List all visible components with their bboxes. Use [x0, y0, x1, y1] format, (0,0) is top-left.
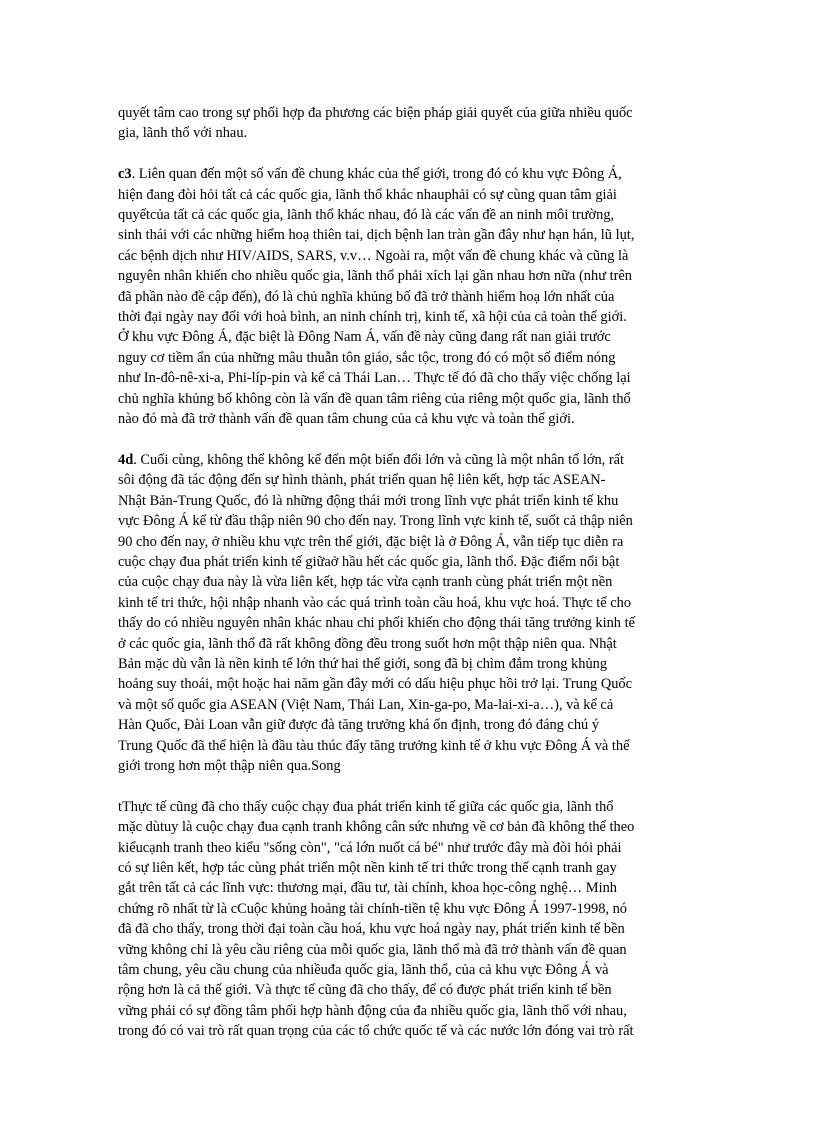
text-line: đã phần nào đề cập đến), đó là chủ nghĩa khủng bố đã trở thành hiểm hoạ lớn nhất của	[118, 288, 615, 305]
text-line: Nhật Bản-Trung Quốc, đó là những động thái mới trong lĩnh vực phát triển kinh tế khu	[118, 492, 619, 509]
text-line: Ở khu vực Đông Á, đặc biệt là Đông Nam Á, vấn đề này cũng đang rất nan giải trước	[118, 329, 611, 346]
text-line: vực Đông Á kể từ đầu thập niên 90 cho đến nay. Trong lĩnh vực kinh tế, suốt cả thập niên	[118, 513, 633, 530]
text-line: quyết tâm cao trong sự phối hợp đa phương các biện pháp giải quyết của giữa nhiều quốc	[118, 105, 633, 121]
text-line: rộng hơn là cả thế giới. Và thực tế cũng đã cho thấy, để có được phát triển kinh tế bền	[118, 982, 612, 999]
paragraph-reality	[118, 797, 700, 1042]
text-line: nào đó mà đã trở thành vấn đề quan tâm chung của cả khu vực và toàn thế giới.	[118, 411, 575, 428]
text-line: kiểucạnh tranh theo kiểu "sống còn", "cá lớn nuốt cá bé" như trước đây mà đòi hỏi phải	[118, 839, 622, 856]
text-line: thời đại ngày nay đối với hoà bình, an ninh chính trị, kinh tế, xã hội của cả toàn thế giới.	[118, 309, 627, 326]
text-line-rest: . Liên quan đến một số vấn đề chung khác của thế giới, trong đó có khu vực Đông Á,	[131, 166, 622, 183]
text-line: quyếtcủa tất cả các quốc gia, lãnh thổ khác nhau, đó là các vấn đề an ninh môi trường,	[118, 207, 615, 224]
text-line: chủ nghĩa khủng bố không còn là vấn đề quan tâm riêng của riêng một quốc gia, lãnh thổ	[118, 390, 631, 407]
text-line: gia, lãnh thổ với nhau.	[118, 125, 248, 142]
text-line: sinh thái với các những hiểm hoạ thiên tai, dịch bệnh lan tràn gần đây như hạn hán, lũ lụt,	[118, 227, 635, 244]
text-line: kinh tế tri thức, hội nhập nhanh vào các quá trình toàn cầu hoá, khu vực hoá. Thực tế cho	[118, 594, 632, 611]
text-line: Hàn Quốc, Đài Loan vẫn giữ được đà tăng trưởng khá ổn định, trong đó đáng chú ý	[118, 717, 600, 734]
text-line: hoảng suy thoái, một hoặc hai năm gần đây mới có dấu hiệu phục hồi trở lại. Trung Quốc	[118, 676, 633, 693]
paragraph-marker: c3	[118, 166, 132, 183]
text-line: Bản mặc dù vẫn là nền kinh tế lớn thứ hai thế giới, song đã bị chìm đắm trong khủng	[118, 655, 608, 672]
paragraph-c3	[118, 164, 700, 429]
paragraph-4d	[118, 450, 700, 777]
text-line: tâm chung, yêu cầu chung của nhiềuđa quốc gia, lãnh thổ, của cả khu vực Đông Á và	[118, 962, 609, 979]
paragraph-marker: 4d	[118, 451, 134, 468]
text-line-rest: . Cuối cùng, không thể không kể đến một biến đổi lớn và cũng là một nhân tố lớn, rất	[133, 451, 625, 468]
text-line: đã đã cho thấy, trong thời đại toàn cầu hoá, khu vực hoá ngày nay, phát triển kinh tế bền	[118, 921, 625, 938]
text-line: vững phải có sự đồng tâm phối hợp hành động của đa nhiều quốc gia, lãnh thổ với nhau,	[118, 1002, 627, 1019]
text-line: gắt trên tất cả các lĩnh vực: thương mại, đầu tư, tài chính, khoa học-công nghệ… Minh	[118, 880, 617, 897]
text-line: thấy do có nhiều nguyên nhân khác nhau chi phối khiến cho động thái tăng trưởng kinh tế	[118, 615, 635, 632]
text-line: các bệnh dịch như HIV/AIDS, SARS, v.v… Ngoài ra, một vấn đề chung khác và cũng là	[118, 247, 629, 264]
text-line: tThực tế cũng đã cho thấy cuộc chạy đua phát triển kinh tế giữa các quốc gia, lãnh thổ	[118, 798, 614, 815]
text-line: cuộc chạy đua phát triển kinh tế giữaở hầu hết các quốc gia, lãnh thổ. Đặc điểm nổi bật	[118, 553, 620, 570]
paragraph-intro	[118, 103, 700, 144]
text-line: và một số quốc gia ASEAN (Việt Nam, Thái Lan, Xin-ga-po, Ma-lai-xi-a…), và kể cả	[118, 696, 614, 713]
text-line: nguyên nhân khiến cho nhiều quốc gia, lãnh thổ phải xích lại gần nhau hơn nữa (như trên	[118, 268, 632, 285]
text-line: 90 cho đến nay, ở nhiều khu vực trên thế giới, đặc biệt là ở Đông Á, vẫn tiếp tục diễn ra	[118, 533, 624, 550]
text-line	[118, 450, 700, 470]
text-line: có sự liên kết, hợp tác cùng phát triển một nền kinh tế tri thức trong thế cạnh tranh gay	[118, 859, 617, 876]
text-line: trong đó có vai trò rất quan trọng của các tổ chức quốc tế và các nước lớn đóng vai trò rất	[118, 1023, 634, 1040]
text-line: ở các quốc gia, lãnh thổ đã rất không đồng đều trong suốt hơn một thập niên qua. Nhật	[118, 635, 617, 652]
text-line: vững không chỉ là yêu cầu riêng của mỗi quốc gia, lãnh thổ mà đã trở thành vấn đề quan	[118, 941, 627, 958]
text-line	[118, 164, 700, 184]
text-line: mặc dùtuy là cuộc chạy đua cạnh tranh không cân sức nhưng về cơ bản đã không thể theo	[118, 819, 635, 836]
text-line: của cuộc chạy đua này là vừa liên kết, hợp tác vừa cạnh tranh cùng phát triển một nền	[118, 574, 613, 591]
text-line: chứng rõ nhất từ là cCuộc khủng hoảng tài chính-tiền tệ khu vực Đông Á 1997-1998, nó	[118, 900, 627, 917]
document-page	[118, 103, 700, 1062]
text-line: giới trong hơn một thập niên qua.Song	[118, 757, 341, 774]
text-line: như In-đô-nê-xi-a, Phi-líp-pin và kể cả Thái Lan… Thực tế đó đã cho thấy việc chống lại	[118, 370, 631, 387]
text-line: sôi động đã tác động đến sự hình thành, phát triển quan hệ liên kết, hợp tác ASEAN-	[118, 472, 606, 489]
text-line: nguy cơ tiềm ẩn của những mâu thuẫn tôn giáo, sắc tộc, trong đó có một số điểm nóng	[118, 349, 616, 366]
text-line: hiện đang đòi hỏi tất cả các quốc gia, lãnh thổ khác nhauphải có sự cùng quan tâm giải	[118, 186, 617, 203]
text-line: Trung Quốc đã thể hiện là đầu tàu thúc đẩy tăng trưởng kinh tế ở khu vực Đông Á và thế	[118, 737, 630, 754]
